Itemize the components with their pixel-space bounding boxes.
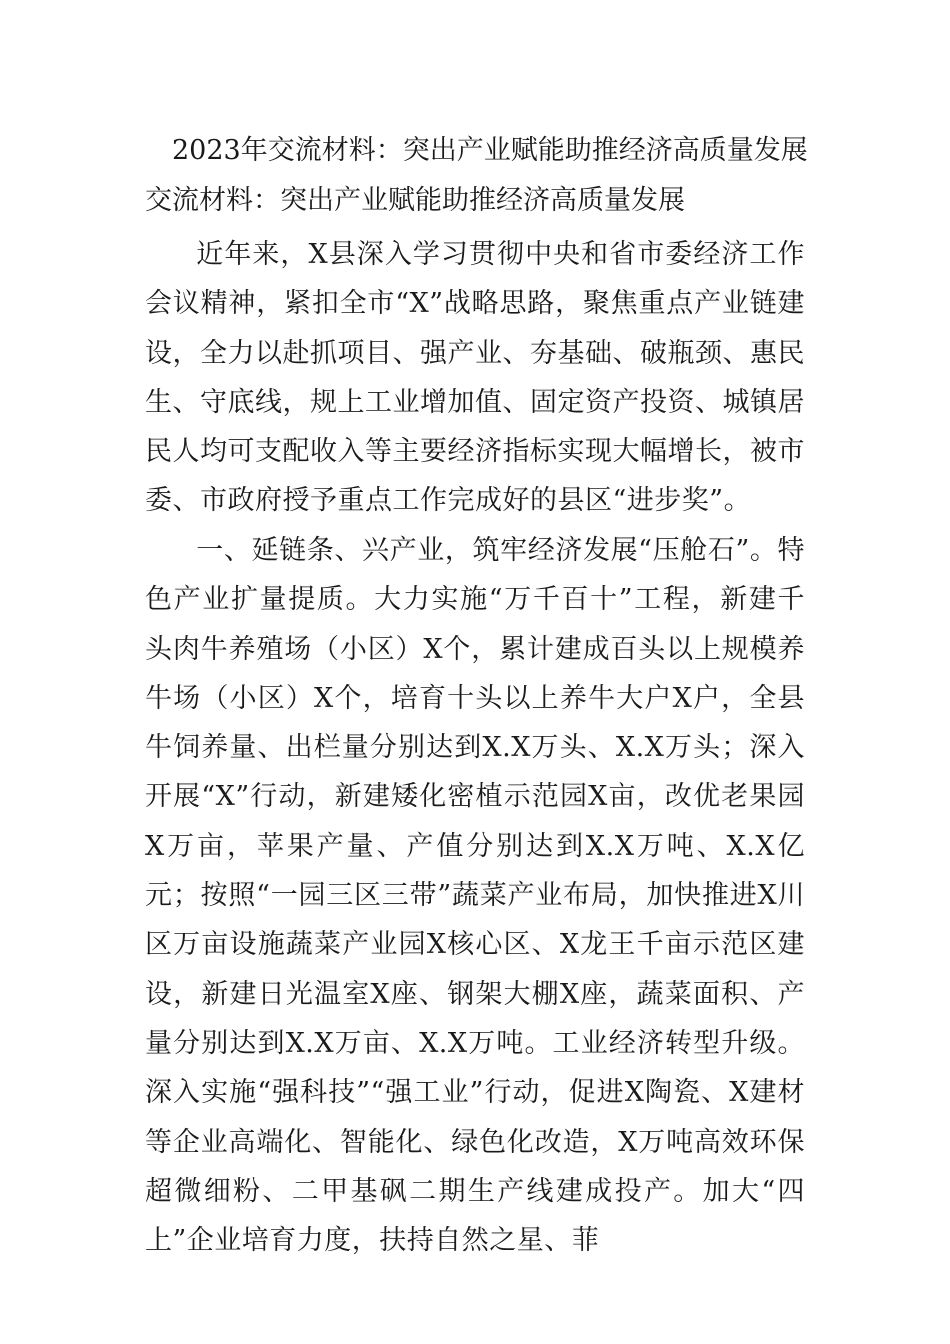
document-subtitle: 交流材料：突出产业赋能助推经济高质量发展 [145, 185, 685, 216]
document-title: 2023年交流材料：突出产业赋能助推经济高质量发展 [172, 135, 808, 166]
body-paragraph-section-one: 一、延链条、兴产业，筑牢经济发展“压舱石”。特色产业扩量提质。大力实施“万千百十”工程，新建千头肉牛养殖场（小区）X个，累计建成百头以上规模养牛场（小区）X个，培育十头以上养牛大户X户，全县牛饲养量、出栏量分别达到X.X万头、X.X万头；深入开展“X”行动，新建矮化密植示范园X亩，改优老果园X万亩，苹果产量、产值分别达到X.X万吨、X.X亿元；按照“一园三区三带”蔬菜产业布局，加快推进X川区万亩设施蔬菜产业园X核心区、X龙王千亩示范区建设，新建日光温室X座、钢架大棚X座，蔬菜面积、产量分别达到X.X万亩、X.X万吨。工业经济转型升级。深入实施“强科技”“强工业”行动，促进X陶瓷、X建材等企业高端化、智能化、绿色化改造，X万吨高效环保超微细粉、二甲基砜二期生产线建成投产。加大“四上”企业培育力度，扶持自然之星、菲 [145, 535, 805, 1257]
body-paragraph-intro: 近年来，X县深入学习贯彻中央和省市委经济工作会议精神，紧扣全市“X”战略思路，聚焦重点产业链建设，全力以赴抓项目、强产业、夯基础、破瓶颈、惠民生、守底线，规上工业增加值、固定资产投资、城镇居民人均可支配收入等主要经济指标实现大幅增长，被市委、市政府授予重点工作完成好的县区“进步奖”。 [145, 239, 805, 517]
